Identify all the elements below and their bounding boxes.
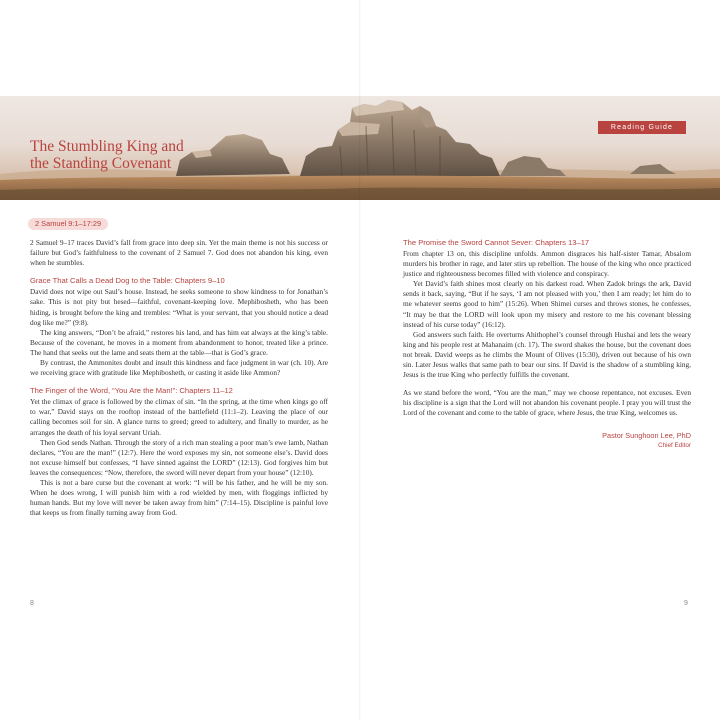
section3-paragraph-1: From chapter 13 on, this discipline unfolds. Ammon disgraces his half-sister Tamar, Absalom murders his brother in rage, and later stirs up rebellion. The house of the king who once practiced justice and righteousness becomes filled with violence and conspiracy. [403,249,691,279]
closing-paragraph: As we stand before the word, “You are the man,” may we choose repentance, not excuses. Even his discipline is a sign that the Lord will not abandon his covenant people. I pray you will trust the Lord of the covenant and come to the table of grace, where Jesus, the true King, welcomes us. [403,388,691,418]
left-page-column [30,218,328,518]
section-heading-chapters-13-17: The Promise the Sword Cannot Sever: Chapters 13–17 [403,238,590,247]
page-number-right: 9 [684,600,688,607]
intro-paragraph: 2 Samuel 9–17 traces David’s fall from grace into deep sin. Yet the main theme is not his success or failure but God’s faithfulness to the covenant of 2 Samuel 7. God does not abandon his king, even when he stumbles. [30,238,328,268]
chapter-title-line-1: The Stumbling King and [30,138,184,155]
chapter-title [30,138,220,172]
section1-paragraph-3: By contrast, the Ammonites doubt and insult this kindness and face judgment in war (ch. 10). Are we receiving grace with gratitude like Mephibosheth, or casting it aside like Ammon? [30,358,328,378]
signature-block [403,431,691,450]
section-heading-chapters-11-12: The Finger of the Word, “You Are the Man!”: Chapters 11–12 [30,386,233,396]
section1-paragraph-1: David does not wipe out Saul’s house. Instead, he seeks someone to show kindness to for Jonathan’s sake. This is not pity but hesed—faithful, covenant-keeping love. Mephibosheth, who has been hiding, is brought before the king and trembles: “What is your servant, that you should notice a dead dog like me?” (9:8). [30,287,328,327]
passage-reference-badge: 2 Samuel 9:1–17:29 [28,218,108,230]
section1-paragraph-2: The king answers, “Don’t be afraid,” restores his land, and has him eat always at the king’s table. Because of the covenant, he moves in a moment from abandonment to honor, treated like a prince. The hand that seeks out the lame and seats them at the table—that is God’s grace. [30,327,328,357]
section-heading-chapters-9-10: Grace That Calls a Dead Dog to the Table: Chapters 9–10 [30,276,225,286]
chapter-title-line-2: the Standing Covenant [30,155,172,172]
right-page-column [403,238,691,450]
section2-paragraph-1: Yet the climax of grace is followed by the climax of sin. “In the spring, at the time when kings go off to war,” David stays on the rooftop instead of the battlefield (11:1–2). Leaving the place of our calling becomes soil for sin. A glance turns to greed; greed to adultery, and finally to murder, as he arranges the death of his loyal servant Uriah. [30,397,328,437]
section3-paragraph-3: God answers such faith. He overturns Ahithophel’s counsel through Hushai and lets the weary king and his people rest at Mahanaim (ch. 17). The sword shakes the house, but the covenant does not break. David weeps as he climbs the Mount of Olives (15:30), driven out because of his own sin. Later Jesus walks that same path to bear our sins. If David is the shadow of a stumbling king, Jesus is the true King who perfectly fulfills the covenant. [403,329,691,380]
signature-role: Chief Editor [658,441,691,449]
page-gutter-shadow [359,0,361,720]
section3-paragraph-2: Yet David’s faith shines most clearly on his darkest road. When Zadok brings the ark, David sends it back, saying, “But if he says, ‘I am not pleased with you,’ then I am ready; let him do to me whatever seems good to him” (15:26). When Shimei curses and throws stones, he confesses, “It may be that the LORD will look upon my misery and restore to me his covenant blessing instead of his curse today” (16:12). [403,279,691,329]
section2-paragraph-2: Then God sends Nathan. Through the story of a rich man stealing a poor man’s ewe lamb, Nathan declares, “You are the man!” (12:7). Here the word exposes my sin, not someone else’s. David does not excuse himself but confesses, “I have sinned against the LORD” (12:13). God forgives him but leaves the consequences: “Now, therefore, the sword will never depart from your house” (12:10). [30,437,328,477]
page-number-left: 8 [30,600,34,607]
section2-paragraph-3: This is not a bare curse but the covenant at work: “I will be his father, and he will be my son. When he does wrong, I will punish him with a rod wielded by men, with floggings inflicted by human hands. But my love will never be taken away from him” (7:14–15). Discipline is painful love that keeps us from finally turning away from God. [30,477,328,518]
reading-guide-tag: Reading Guide [598,121,686,134]
signature-name: Pastor Sunghoon Lee, PhD [602,430,691,440]
